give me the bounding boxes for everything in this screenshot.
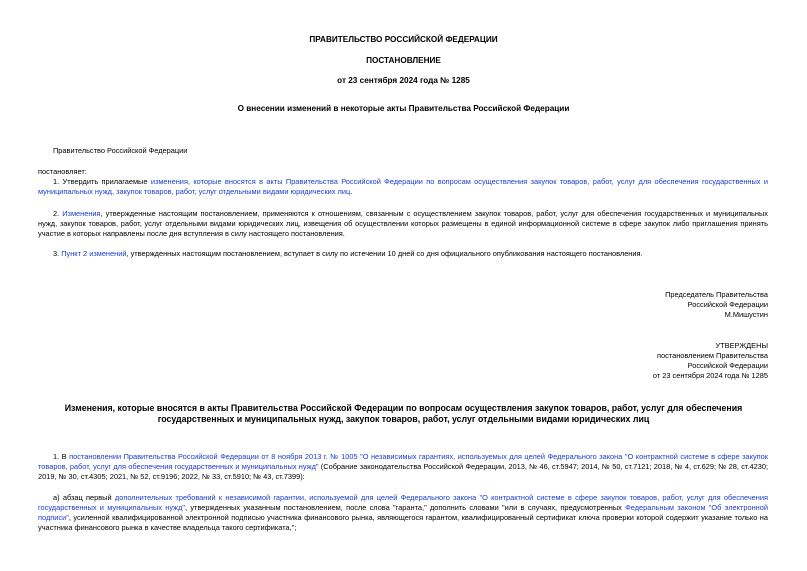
change-item-1 [38,452,768,482]
document-title: О внесении изменений в некоторые акты Правительства Российской Федерации [237,104,570,113]
change-item-1a [38,493,768,533]
additional-requirements-link[interactable]: дополнительных требований к независимой гарантии, используемой для целей Федерального закона "О контрактной системе в сфере закупок товаров, работ, услуг для обеспечения государственных и муниципальных нужд" [38,493,768,512]
resolves-line: постановляет: [38,167,87,176]
change-item-1a-mid: , утвержденных указанным постановлением, после слова "гаранта," дополнить словами "или в случаях, предусмотренных [185,503,626,512]
date-number: от 23 сентября 2024 года № 1285 [337,76,470,85]
paragraph-2-text: , утвержденные настоящим постановлением, применяются к отношениям, связанным с осуществлением закупок товаров, работ, услуг для обеспечения государственных и муниципальных нужд, закупок товаров, работ, услуг отдельными видами юридических лиц, извещения об осуществлении которых размещены в единой информационной системе в сфере закупок либо приглашения принять участие в которых направлены после дня вступления в силу настоящего постановления. [38,209,768,238]
paragraph-2 [38,209,768,239]
changes-link-2[interactable]: Изменения [62,209,101,218]
change-item-1-prefix: 1. В [53,452,70,461]
signature-position: Председатель Правительства [665,290,768,299]
change-item-1a-text: , усиленной квалифицированной электронной подписью участника финансового рынка, являющегося гарантом, квалифицированный сертификат ключа проверки которой содержит указание только на участника финансового рынка в качестве владельца такого сертификата,"; [38,513,768,532]
government-heading: ПРАВИТЕЛЬСТВО РОССИЙСКОЙ ФЕДЕРАЦИИ [309,35,498,44]
paragraph-3-text: , утвержденных настоящим постановлением, вступает в силу по истечении 10 дней со дня официального опубликования настоящего постановления. [126,249,643,258]
approval-by: постановлением Правительства [657,351,768,360]
signature-block [468,290,768,320]
paragraph-1-prefix: 1. Утвердить прилагаемые [53,177,151,186]
point-2-link[interactable]: Пункт 2 изменений [61,249,127,258]
signature-name: М.Мишустин [724,310,768,319]
change-item-1a-prefix: а) абзац первый [53,493,115,502]
intro-line: Правительство Российской Федерации [53,146,188,155]
changes-link[interactable]: изменения, которые вносятся в акты Правительства Российской Федерации по вопросам осуществления закупок товаров, работ, услуг для обеспечения государственных и муниципальных нужд, закупок товаров, работ, услуг отдельными видами юридических лиц [38,177,768,196]
approval-block [468,341,768,381]
change-item-1-text: (Собрание законодательства Российской Федерации, 2013, № 46, ст.5947; 2014, № 50, ст.7121; 2018, № 4, ст.629; № 28, ст.4230; 2019, № 30, ст.4305; 2021, № 52, ст.9196; 2022, № 33, ст.5910; № 43, ст.7399): [38,462,768,481]
e-signature-law-link[interactable]: Федеральным законом "Об электронной подписи" [38,503,768,522]
paragraph-2-prefix: 2. [53,209,63,218]
resolution-1005-link[interactable]: постановлении Правительства Российской Федерации от 8 ноября 2013 г. № 1005 "О независимых гарантиях, используемых для целей Федерального закона "О контрактной системе в сфере закупок товаров, работ, услуг для обеспечения государственных и муниципальных нужд" [38,452,768,471]
approval-label: УТВЕРЖДЕНЫ [715,341,768,350]
approval-date: от 23 сентября 2024 года № 1285 [652,371,768,380]
changes-title: Изменения, которые вносятся в акты Правительства Российской Федерации по вопросам осуществления закупок товаров, работ, услуг для обеспечения государственных и муниципальных нужд, закупок товаров, работ, услуг отдельными видами юридических лиц [64,403,743,424]
paragraph-1 [38,177,768,197]
paragraph-3 [38,249,768,259]
signature-organization: Российской Федерации [687,300,768,309]
paragraph-3-prefix: 3. [53,249,62,258]
approval-organization: Российской Федерации [687,361,768,370]
paragraph-1-suffix: . [350,187,353,196]
doc-type-heading: ПОСТАНОВЛЕНИЕ [366,56,441,65]
